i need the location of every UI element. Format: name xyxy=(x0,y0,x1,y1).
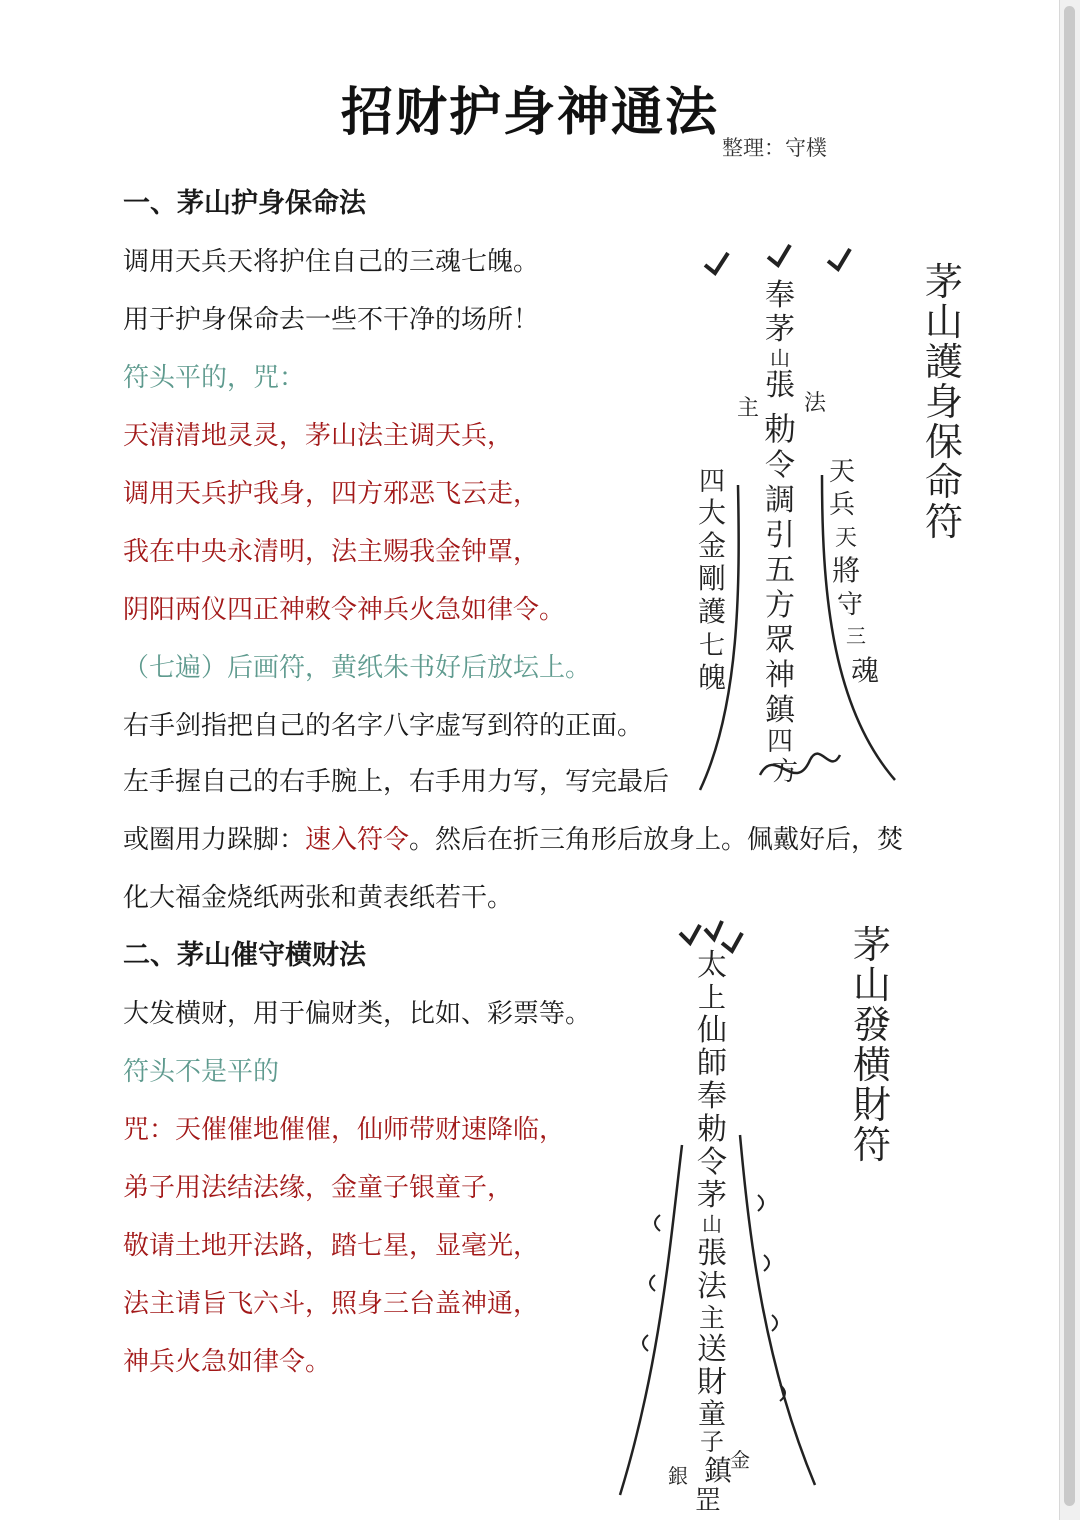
talisman2-right-curve xyxy=(740,1135,815,1485)
svg-text:魄: 魄 xyxy=(697,661,727,694)
svg-text:七: 七 xyxy=(698,631,726,661)
svg-text:送: 送 xyxy=(697,1332,727,1367)
section1-line-10: 左手握自己的右手腕上，右手用力写，写完最后 xyxy=(123,767,670,797)
talisman1-char-right-top: 法 xyxy=(803,391,827,416)
svg-text:子: 子 xyxy=(700,1428,724,1456)
section1-heading: 一、茅山护身保命法 xyxy=(123,188,366,219)
svg-text:天: 天 xyxy=(828,457,856,487)
section1-line-9: 右手剑指把自己的名字八字虚写到符的正面。 xyxy=(123,711,644,741)
talisman1-drawing xyxy=(660,235,910,805)
section1-last-line: 化大福金烧纸两张和黄表纸若干。 xyxy=(123,883,514,913)
talisman1-mark-right xyxy=(828,249,850,269)
section1-line-3: 符头平的，咒： xyxy=(123,363,306,393)
talisman1-char-2: 茅 xyxy=(765,312,795,347)
svg-text:剛: 剛 xyxy=(697,562,727,595)
talisman1-mark-left xyxy=(705,253,728,273)
svg-text:鎮: 鎮 xyxy=(703,1454,733,1487)
talisman2-char-bottom: 罡 xyxy=(694,1486,722,1515)
section1-line-2: 用于护身保命去一些不干净的场所！ xyxy=(123,305,540,335)
svg-text:茅: 茅 xyxy=(697,1178,727,1213)
section2-line-3: 咒：天催催地催催，仙师带财速降临， xyxy=(123,1115,566,1145)
talisman2-mark-center xyxy=(705,921,722,939)
talisman1-char-3: 山 xyxy=(770,346,790,370)
section2-line-7: 神兵火急如律令。 xyxy=(123,1347,332,1377)
svg-text:金: 金 xyxy=(697,529,727,562)
svg-text:魂: 魂 xyxy=(850,654,880,687)
talisman1-label: 茅山護身保命符 xyxy=(924,260,963,544)
section1-mixed-line xyxy=(123,823,903,857)
section2-line-6: 法主请旨飞六斗，照身三台盖神通， xyxy=(123,1289,540,1319)
svg-text:引: 引 xyxy=(765,518,795,553)
svg-text:勅: 勅 xyxy=(697,1112,727,1147)
section2-line-4: 弟子用法结法缘，金童子银童子， xyxy=(123,1173,514,1203)
section2-line-1: 大发横财，用于偏财类，比如、彩票等。 xyxy=(123,999,592,1029)
section1-line-8: （七遍）后画符，黄纸朱书好后放坛上。 xyxy=(123,653,592,683)
svg-text:方: 方 xyxy=(771,757,799,787)
scrollbar-thumb[interactable] xyxy=(1064,6,1075,1506)
talisman1-char-4: 張 xyxy=(765,368,795,403)
talisman1-mark-center xyxy=(768,245,790,265)
svg-text:大: 大 xyxy=(697,496,727,529)
mixed-after: 。然后在折三角形后放身上。佩戴好后，焚 xyxy=(409,825,904,855)
talisman2-drawing xyxy=(600,915,850,1515)
svg-text:五: 五 xyxy=(765,553,795,588)
svg-text:法: 法 xyxy=(697,1269,727,1304)
svg-text:四: 四 xyxy=(698,467,726,497)
svg-text:奉: 奉 xyxy=(697,1079,727,1114)
svg-text:財: 財 xyxy=(697,1365,727,1400)
svg-text:鎮: 鎮 xyxy=(765,693,795,728)
page-title: 招财护身神通法 xyxy=(340,82,719,143)
section1-line-6: 我在中央永清明，法主赐我金钟罩， xyxy=(123,537,540,567)
talisman1-char-1: 奉 xyxy=(765,278,795,313)
svg-text:令: 令 xyxy=(765,448,795,483)
svg-text:方: 方 xyxy=(765,588,795,623)
talisman2-mark-left xyxy=(680,925,700,943)
section2-line-2: 符头不是平的 xyxy=(123,1057,280,1087)
svg-text:童: 童 xyxy=(697,1397,727,1430)
svg-text:天: 天 xyxy=(834,526,858,551)
svg-text:上: 上 xyxy=(697,981,727,1014)
svg-text:山: 山 xyxy=(702,1212,722,1236)
svg-text:守: 守 xyxy=(836,590,864,620)
svg-text:令: 令 xyxy=(697,1145,727,1180)
section1-line-7: 阴阳两仪四正神敕令神兵火急如律令。 xyxy=(123,595,566,625)
talisman1-main-column xyxy=(764,410,798,787)
svg-text:仙: 仙 xyxy=(697,1013,727,1048)
section1-line-1: 调用天兵天将护住自己的三魂七魄。 xyxy=(123,247,540,277)
mixed-highlight: 速入符令 xyxy=(305,825,410,855)
talisman1-char-left-top: 主 xyxy=(736,396,760,421)
svg-text:兵: 兵 xyxy=(828,490,856,520)
talisman2-label: 茅山發横財符 xyxy=(852,923,891,1167)
svg-text:護: 護 xyxy=(697,595,727,628)
talisman2-char-right-bottom: 金 xyxy=(730,1448,750,1472)
svg-text:張: 張 xyxy=(697,1236,727,1271)
section1-line-4: 天清清地灵灵，茅山法主调天兵， xyxy=(123,421,514,451)
talisman2-left-curve xyxy=(620,1145,682,1495)
svg-text:三: 三 xyxy=(846,624,866,648)
svg-text:四: 四 xyxy=(766,727,794,757)
talisman2-main-column xyxy=(697,948,733,1487)
talisman1-left-column xyxy=(698,467,726,694)
svg-text:眾: 眾 xyxy=(765,623,795,658)
svg-text:勅: 勅 xyxy=(763,410,797,448)
editor-credit: 整理：守樸 xyxy=(722,136,827,160)
mixed-before: 或圈用力跺脚： xyxy=(123,825,306,855)
svg-text:太: 太 xyxy=(697,948,727,983)
svg-text:主: 主 xyxy=(698,1304,726,1334)
svg-text:調: 調 xyxy=(765,483,795,518)
section2-line-5: 敬请土地开法路，踏七星，显毫光， xyxy=(123,1231,540,1261)
svg-text:將: 將 xyxy=(831,554,861,587)
vertical-scrollbar[interactable] xyxy=(1059,0,1080,1520)
talisman2-char-left-bottom: 銀 xyxy=(668,1464,688,1488)
section1-line-5: 调用天兵护我身，四方邪恶飞云走， xyxy=(123,479,540,509)
svg-text:師: 師 xyxy=(697,1046,727,1081)
svg-text:神: 神 xyxy=(765,658,795,693)
section2-heading: 二、茅山催守横财法 xyxy=(123,940,366,971)
